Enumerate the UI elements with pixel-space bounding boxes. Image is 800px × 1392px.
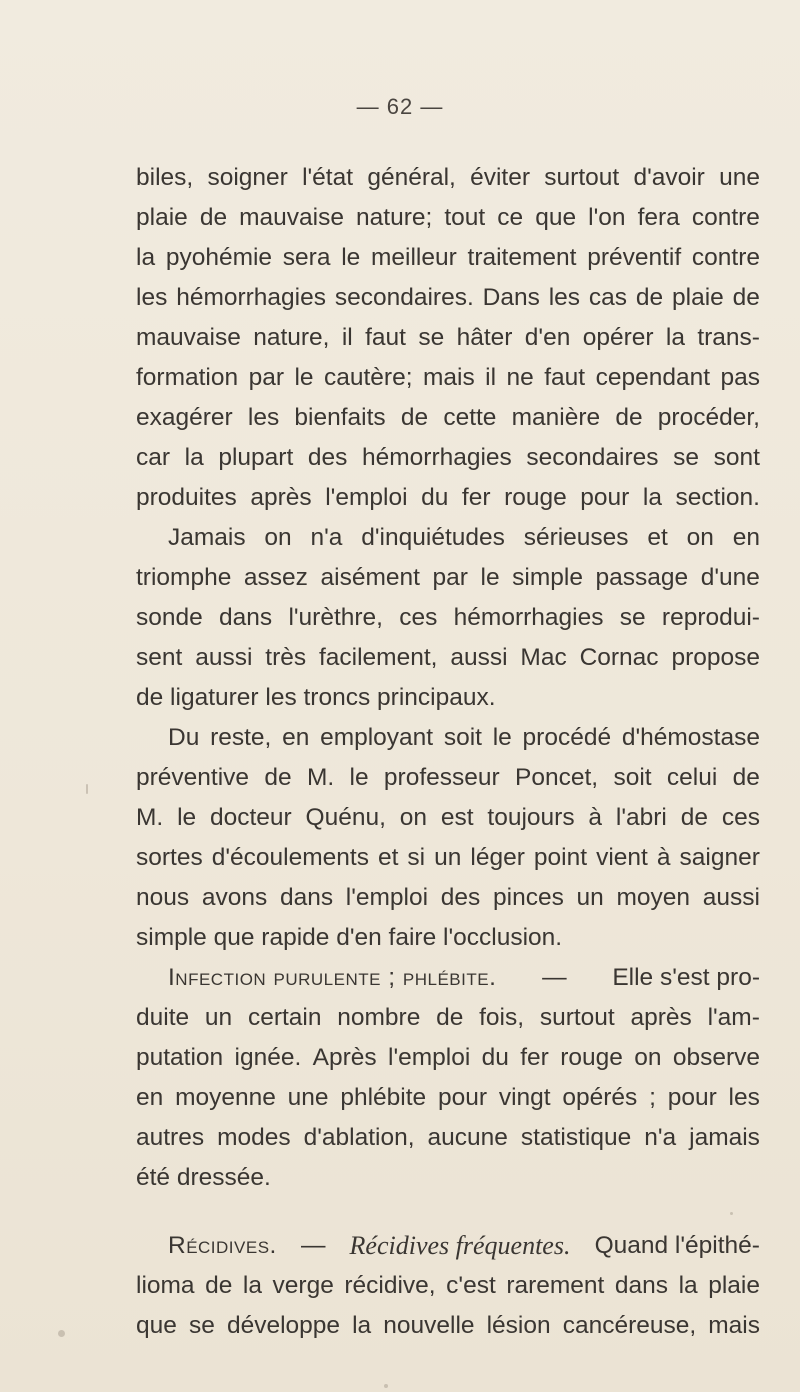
word: les bbox=[548, 284, 581, 311]
text-line bbox=[136, 158, 760, 198]
word: sera bbox=[282, 244, 331, 271]
word: et bbox=[377, 844, 399, 871]
word: statistique bbox=[520, 1124, 632, 1151]
word: en bbox=[732, 524, 760, 551]
word: verge bbox=[272, 1272, 334, 1299]
word: le bbox=[480, 564, 500, 591]
word: pour bbox=[580, 484, 630, 511]
word: si bbox=[407, 844, 426, 871]
word: et bbox=[647, 524, 668, 551]
word: jamais bbox=[689, 1124, 760, 1151]
word: procéder, bbox=[657, 404, 760, 431]
word: avons bbox=[201, 884, 268, 911]
word: de bbox=[199, 204, 228, 231]
word: moyenne bbox=[175, 1084, 276, 1111]
infection-paragraph-start bbox=[136, 958, 760, 998]
word: de bbox=[436, 1004, 464, 1031]
text-line bbox=[136, 1266, 760, 1306]
word: formation bbox=[136, 364, 239, 391]
word: nous bbox=[136, 884, 190, 911]
word: des bbox=[440, 884, 481, 911]
word: opérer bbox=[582, 324, 654, 351]
word: que bbox=[535, 204, 577, 231]
word: contre bbox=[691, 204, 760, 231]
word: manière bbox=[511, 404, 601, 431]
word: mauvaise bbox=[239, 204, 344, 231]
word: soit bbox=[613, 764, 652, 791]
word: biles, bbox=[136, 164, 194, 191]
word: M. bbox=[306, 764, 335, 791]
word: de bbox=[400, 404, 429, 431]
word: les bbox=[136, 284, 168, 311]
word: d'en bbox=[524, 324, 571, 351]
word: l'am- bbox=[707, 1004, 760, 1031]
word: trans- bbox=[697, 324, 760, 351]
word: Mac bbox=[520, 644, 567, 671]
word: après bbox=[630, 1004, 692, 1031]
word: d'hémostase bbox=[621, 724, 760, 751]
text-line bbox=[136, 318, 760, 358]
word: ignée. bbox=[234, 1044, 302, 1071]
text-line bbox=[136, 998, 760, 1038]
word: vingt bbox=[498, 1084, 551, 1111]
text-line bbox=[136, 758, 760, 798]
text-line bbox=[136, 638, 760, 678]
word: M. bbox=[136, 804, 164, 831]
word: certain bbox=[247, 1004, 322, 1031]
text-line bbox=[136, 798, 760, 838]
word: cancéreuse, bbox=[562, 1312, 697, 1339]
text-line bbox=[136, 238, 760, 278]
word: secondaires bbox=[526, 444, 659, 471]
word: général, bbox=[367, 164, 456, 191]
word: l'emploi bbox=[345, 884, 429, 911]
text-line bbox=[136, 598, 760, 638]
word: il bbox=[341, 324, 353, 351]
text-line bbox=[136, 358, 760, 398]
word: en bbox=[282, 724, 310, 751]
word: surtout bbox=[539, 1004, 615, 1031]
word: modes bbox=[217, 1124, 291, 1151]
word: du bbox=[481, 1044, 509, 1071]
word: lioma bbox=[136, 1272, 195, 1299]
word: cependant bbox=[595, 364, 710, 391]
word: que bbox=[136, 1312, 177, 1339]
word: léger bbox=[470, 844, 525, 871]
word: d'inquiétudes bbox=[361, 524, 505, 551]
word: Dans bbox=[482, 284, 540, 311]
text-line bbox=[136, 438, 760, 478]
recidives-heading: Récidives. bbox=[168, 1232, 277, 1259]
word: mais bbox=[422, 364, 475, 391]
word: ces bbox=[721, 804, 760, 831]
word: exagérer bbox=[136, 404, 233, 431]
word: hâter bbox=[456, 324, 513, 351]
word: passage bbox=[595, 564, 689, 591]
word: se bbox=[188, 1312, 215, 1339]
word: nombre bbox=[337, 1004, 421, 1031]
recidives-dash: — bbox=[300, 1232, 326, 1259]
text-line bbox=[136, 278, 760, 318]
word: mauvaise bbox=[136, 324, 241, 351]
word: putation bbox=[136, 1044, 224, 1071]
word: plupart bbox=[218, 444, 294, 471]
word: point bbox=[533, 844, 588, 871]
word: fer bbox=[461, 484, 491, 511]
paper-speck bbox=[730, 1212, 733, 1215]
word: facilement, bbox=[318, 644, 438, 671]
word: dans bbox=[219, 604, 273, 631]
word: aussi bbox=[702, 884, 760, 911]
word: par bbox=[248, 364, 285, 391]
word: le bbox=[349, 764, 369, 791]
word: on bbox=[399, 804, 428, 831]
word: Cornac bbox=[579, 644, 659, 671]
word: employant bbox=[320, 724, 434, 751]
word: ; bbox=[649, 1084, 656, 1111]
text-line bbox=[136, 1306, 760, 1346]
word: on bbox=[686, 524, 714, 551]
word: toujours bbox=[487, 804, 575, 831]
paper-speck bbox=[58, 1330, 65, 1337]
word: car bbox=[136, 444, 171, 471]
word: développe bbox=[226, 1312, 341, 1339]
word: du bbox=[421, 484, 449, 511]
word: en bbox=[136, 1084, 164, 1111]
word: préventif bbox=[587, 244, 682, 271]
text-line bbox=[136, 718, 760, 758]
word: nature, bbox=[253, 324, 330, 351]
word: secondaires. bbox=[334, 284, 474, 311]
word: aisément bbox=[320, 564, 420, 591]
recidives-paragraph-start bbox=[136, 1226, 760, 1266]
word: des bbox=[307, 444, 348, 471]
word: il bbox=[485, 364, 497, 391]
word: l'emploi bbox=[325, 484, 408, 511]
word: Quénu, bbox=[305, 804, 386, 831]
word: une bbox=[287, 1084, 329, 1111]
word: récidive, bbox=[344, 1272, 436, 1299]
recidives-first-text: Quand l'épithé- bbox=[594, 1232, 760, 1259]
word: l'emploi bbox=[388, 1044, 471, 1071]
word: c'est bbox=[446, 1272, 496, 1299]
word: ne bbox=[506, 364, 534, 391]
word: sonde bbox=[136, 604, 203, 631]
word: bienfaits bbox=[294, 404, 386, 431]
text-line bbox=[136, 518, 760, 558]
word: soit bbox=[443, 724, 482, 751]
infection-dash: — bbox=[542, 964, 567, 991]
word: Poncet, bbox=[515, 764, 599, 791]
word: de bbox=[205, 1272, 233, 1299]
word: ce bbox=[497, 204, 524, 231]
text-line: simple que rapide d'en faire l'occlusion. bbox=[136, 924, 563, 951]
word: opérés bbox=[562, 1084, 638, 1111]
word: nature; bbox=[356, 204, 433, 231]
text-line bbox=[136, 1118, 760, 1158]
text-line: été dressée. bbox=[136, 1164, 271, 1191]
word: faut bbox=[365, 324, 406, 351]
word: sont bbox=[713, 444, 760, 471]
word: pyohémie bbox=[165, 244, 273, 271]
word: assez bbox=[243, 564, 308, 591]
word: pinces bbox=[493, 884, 564, 911]
word: n'a bbox=[644, 1124, 677, 1151]
word: pas bbox=[720, 364, 760, 391]
word: meilleur bbox=[371, 244, 457, 271]
word: d'ablation, bbox=[303, 1124, 415, 1151]
word: d'avoir bbox=[633, 164, 705, 191]
page-number: — 62 — bbox=[356, 94, 444, 119]
word: cette bbox=[443, 404, 497, 431]
word: nouvelle bbox=[383, 1312, 475, 1339]
text-line bbox=[136, 1038, 760, 1078]
word: tout bbox=[444, 204, 486, 231]
word: la bbox=[136, 244, 156, 271]
word: de bbox=[680, 804, 708, 831]
word: soigner bbox=[207, 164, 288, 191]
text-line bbox=[136, 878, 760, 918]
word: duite bbox=[136, 1004, 190, 1031]
word: mais bbox=[708, 1312, 760, 1339]
word: les bbox=[728, 1084, 760, 1111]
word: hémorrhagies bbox=[453, 604, 604, 631]
word: éviter bbox=[470, 164, 531, 191]
word: surtout bbox=[544, 164, 620, 191]
word: propose bbox=[671, 644, 760, 671]
word: le bbox=[294, 364, 314, 391]
word: autres bbox=[136, 1124, 205, 1151]
word: Du bbox=[168, 724, 200, 751]
word: rarement bbox=[506, 1272, 605, 1299]
body-text bbox=[136, 158, 760, 1346]
word: de bbox=[635, 284, 664, 311]
word: vient bbox=[596, 844, 648, 871]
infection-heading: Infection purulente ; phlébite. bbox=[168, 964, 497, 991]
word: un bbox=[434, 844, 462, 871]
word: une bbox=[719, 164, 760, 191]
word: est bbox=[440, 804, 474, 831]
word: se bbox=[619, 604, 646, 631]
word: se bbox=[673, 444, 700, 471]
word: le bbox=[492, 724, 512, 751]
word: ces bbox=[399, 604, 438, 631]
word: par bbox=[432, 564, 468, 591]
paragraph-gap bbox=[136, 1198, 760, 1226]
word: produites bbox=[136, 484, 237, 511]
word: moyen bbox=[616, 884, 691, 911]
word: un bbox=[204, 1004, 233, 1031]
word: rouge bbox=[560, 1044, 623, 1071]
word: phlébite bbox=[340, 1084, 427, 1111]
word: à bbox=[656, 844, 671, 871]
word: procédé bbox=[522, 724, 612, 751]
word: sent bbox=[136, 644, 183, 671]
word: on bbox=[264, 524, 292, 551]
word: Jamais bbox=[168, 524, 246, 551]
paper-speck bbox=[86, 784, 88, 794]
word: très bbox=[265, 644, 307, 671]
word: pour bbox=[437, 1084, 488, 1111]
word: reprodui- bbox=[661, 604, 760, 631]
word: aucune bbox=[427, 1124, 508, 1151]
word: après bbox=[250, 484, 312, 511]
word: d'écoulements bbox=[211, 844, 369, 871]
paper-speck bbox=[384, 1384, 388, 1388]
word: section. bbox=[675, 484, 760, 511]
word: faut bbox=[544, 364, 586, 391]
word: préventive bbox=[136, 764, 250, 791]
word: pour bbox=[667, 1084, 717, 1111]
word: la bbox=[678, 1272, 698, 1299]
word: hémorrhagies bbox=[176, 284, 326, 311]
text-line bbox=[136, 198, 760, 238]
word: l'abri bbox=[615, 804, 667, 831]
word: aussi bbox=[450, 644, 508, 671]
text-line bbox=[136, 478, 760, 518]
word: triomphe bbox=[136, 564, 232, 591]
word: la bbox=[642, 484, 662, 511]
word: on bbox=[634, 1044, 662, 1071]
word: se bbox=[418, 324, 445, 351]
word: traitement bbox=[467, 244, 577, 271]
word: plaie bbox=[708, 1272, 760, 1299]
word: fer bbox=[520, 1044, 549, 1071]
word: saigner bbox=[679, 844, 760, 871]
word: de bbox=[732, 284, 760, 311]
word: reste, bbox=[210, 724, 272, 751]
word: sortes bbox=[136, 844, 203, 871]
word: les bbox=[247, 404, 280, 431]
word: dans bbox=[279, 884, 334, 911]
word: hémorrhagies bbox=[362, 444, 512, 471]
word: lésion bbox=[486, 1312, 551, 1339]
word: cautère; bbox=[324, 364, 413, 391]
text-line bbox=[136, 1078, 760, 1118]
word: rouge bbox=[504, 484, 567, 511]
word: d'une bbox=[700, 564, 760, 591]
text-line bbox=[136, 398, 760, 438]
word: fois, bbox=[479, 1004, 525, 1031]
word: fera bbox=[637, 204, 680, 231]
word: de bbox=[264, 764, 292, 791]
word: contre bbox=[691, 244, 760, 271]
word: professeur bbox=[383, 764, 500, 791]
text-line: de ligaturer les troncs principaux. bbox=[136, 684, 496, 711]
word: n'a bbox=[310, 524, 343, 551]
word: l'état bbox=[302, 164, 354, 191]
word: l'urèthre, bbox=[288, 604, 383, 631]
word: plaie bbox=[672, 284, 724, 311]
word: la bbox=[352, 1312, 372, 1339]
word: aussi bbox=[195, 644, 253, 671]
word: la bbox=[184, 444, 204, 471]
word: celui bbox=[666, 764, 718, 791]
text-line bbox=[136, 558, 760, 598]
text-line bbox=[136, 838, 760, 878]
word: la bbox=[665, 324, 685, 351]
word: cas bbox=[588, 284, 628, 311]
word: l'on bbox=[588, 204, 626, 231]
word: de bbox=[615, 404, 643, 431]
word: le bbox=[341, 244, 361, 271]
word: docteur bbox=[209, 804, 292, 831]
word: un bbox=[576, 884, 604, 911]
word: sérieuses bbox=[523, 524, 629, 551]
word: plaie bbox=[136, 204, 188, 231]
recidives-italic-title: Récidives fréquentes. bbox=[349, 1231, 571, 1260]
word: observe bbox=[672, 1044, 760, 1071]
infection-first-text: Elle s'est pro- bbox=[612, 964, 760, 991]
word: le bbox=[177, 804, 197, 831]
word: à bbox=[588, 804, 603, 831]
word: simple bbox=[512, 564, 583, 591]
word: la bbox=[242, 1272, 262, 1299]
word: dans bbox=[614, 1272, 669, 1299]
word: de bbox=[732, 764, 760, 791]
word: Après bbox=[312, 1044, 377, 1071]
